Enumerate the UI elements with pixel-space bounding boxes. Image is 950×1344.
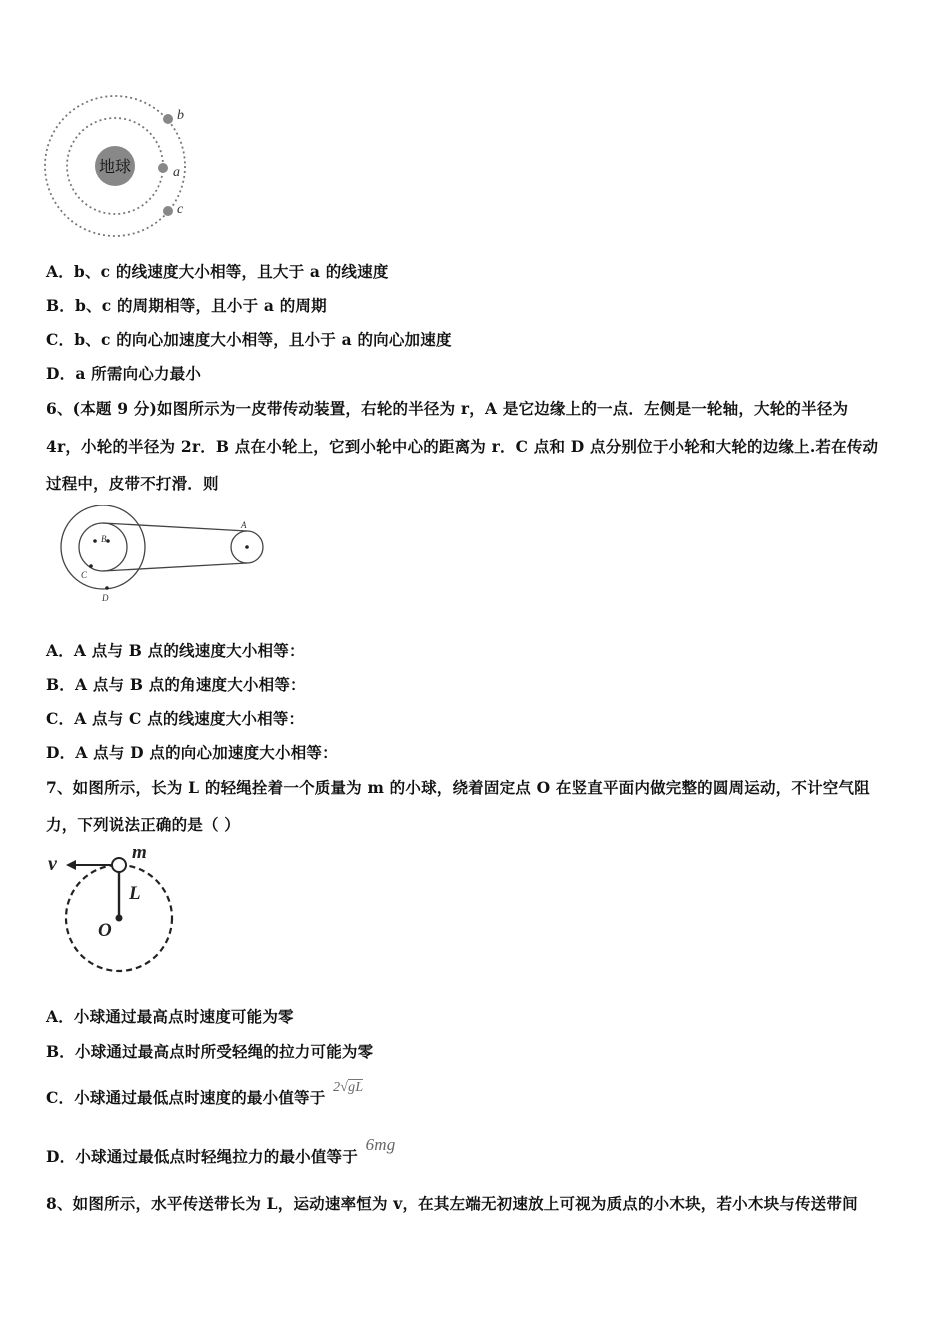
label-a: a bbox=[173, 165, 180, 180]
q6-option-a: A．A 点与 B 点的线速度大小相等： bbox=[46, 641, 305, 660]
belt-drive-figure bbox=[55, 505, 275, 610]
center-dot bbox=[93, 539, 97, 543]
belt-top bbox=[103, 523, 247, 531]
q7-stem-line-2: 力，下列说法正确的是（ ） bbox=[46, 815, 240, 834]
q7-stem-line-1: 7、如图所示，长为 L 的轻绳拴着一个质量为 m 的小球，绕着固定点 O 在竖直平面内做完整的圆周运动，不计空气阻 bbox=[46, 778, 870, 797]
point-b bbox=[106, 539, 110, 543]
label-m: m bbox=[132, 842, 147, 863]
ball bbox=[112, 858, 126, 872]
q7-option-d bbox=[46, 1135, 396, 1167]
satellite-b bbox=[163, 114, 173, 124]
belt-bottom bbox=[103, 563, 247, 571]
q7-option-c-text: C．小球通过最低点时速度的最小值等于 bbox=[46, 1088, 326, 1107]
pendulum-figure bbox=[40, 838, 190, 978]
small-wheel bbox=[79, 523, 127, 571]
satellite-c bbox=[163, 206, 173, 216]
q7-option-c bbox=[46, 1080, 364, 1108]
q5-option-b: B．b、c 的周期相等，且小于 a 的周期 bbox=[46, 296, 327, 315]
q6-option-b: B．A 点与 B 点的角速度大小相等： bbox=[46, 675, 306, 694]
q6-stem-line-2: 4r，小轮的半径为 2r．B 点在小轮上，它到小轮中心的距离为 r．C 点和 D 点分别位于小轮和大轮的边缘上.若在传动 bbox=[46, 437, 879, 456]
point-c bbox=[89, 564, 93, 568]
q6-option-d: D．A 点与 D 点的向心加速度大小相等： bbox=[46, 743, 338, 762]
formula-2-sqrt-gl: 2√gL bbox=[333, 1080, 364, 1095]
satellite-a bbox=[158, 163, 168, 173]
label-l: L bbox=[129, 883, 141, 904]
q5-option-c: C．b、c 的向心加速度大小相等，且小于 a 的向心加速度 bbox=[46, 330, 452, 349]
label-c: c bbox=[177, 202, 184, 217]
q6-stem-line-3: 过程中，皮带不打滑．则 bbox=[46, 474, 219, 493]
label-c: C bbox=[81, 570, 88, 580]
label-b: b bbox=[177, 108, 184, 123]
arrow-head bbox=[66, 860, 76, 870]
label-b: B bbox=[101, 534, 107, 544]
label-d: D bbox=[102, 593, 109, 603]
q7-option-b: B．小球通过最高点时所受轻绳的拉力可能为零 bbox=[46, 1042, 374, 1061]
point-d bbox=[105, 586, 109, 590]
label-a: A bbox=[241, 520, 247, 530]
earth-label: 地球 bbox=[98, 157, 132, 176]
formula-6mg: 6mg bbox=[365, 1135, 396, 1154]
pivot-o bbox=[116, 915, 123, 922]
q7-option-a: A．小球通过最高点时速度可能为零 bbox=[46, 1007, 294, 1026]
q6-option-c: C．A 点与 C 点的线速度大小相等： bbox=[46, 709, 305, 728]
orbit-figure bbox=[40, 95, 200, 240]
q8-stem-line-1: 8、如图所示，水平传送带长为 L，运动速率恒为 v，在其左端无初速放上可视为质点的小木块，若小木块与传送带间 bbox=[46, 1194, 858, 1213]
q7-option-d-text: D．小球通过最低点时轻绳拉力的最小值等于 bbox=[46, 1147, 358, 1166]
large-wheel bbox=[61, 505, 145, 589]
q5-option-d: D．a 所需向心力最小 bbox=[46, 364, 202, 383]
label-o: O bbox=[98, 920, 112, 941]
label-v: v bbox=[48, 853, 57, 875]
q6-stem-line-1: 6、(本题 9 分)如图所示为一皮带传动装置，右轮的半径为 r，A 是它边缘上的一点．左侧是一轮轴，大轮的半径为 bbox=[46, 399, 849, 418]
point-a bbox=[245, 545, 249, 549]
q5-option-a: A．b、c 的线速度大小相等，且大于 a 的线速度 bbox=[46, 262, 389, 281]
